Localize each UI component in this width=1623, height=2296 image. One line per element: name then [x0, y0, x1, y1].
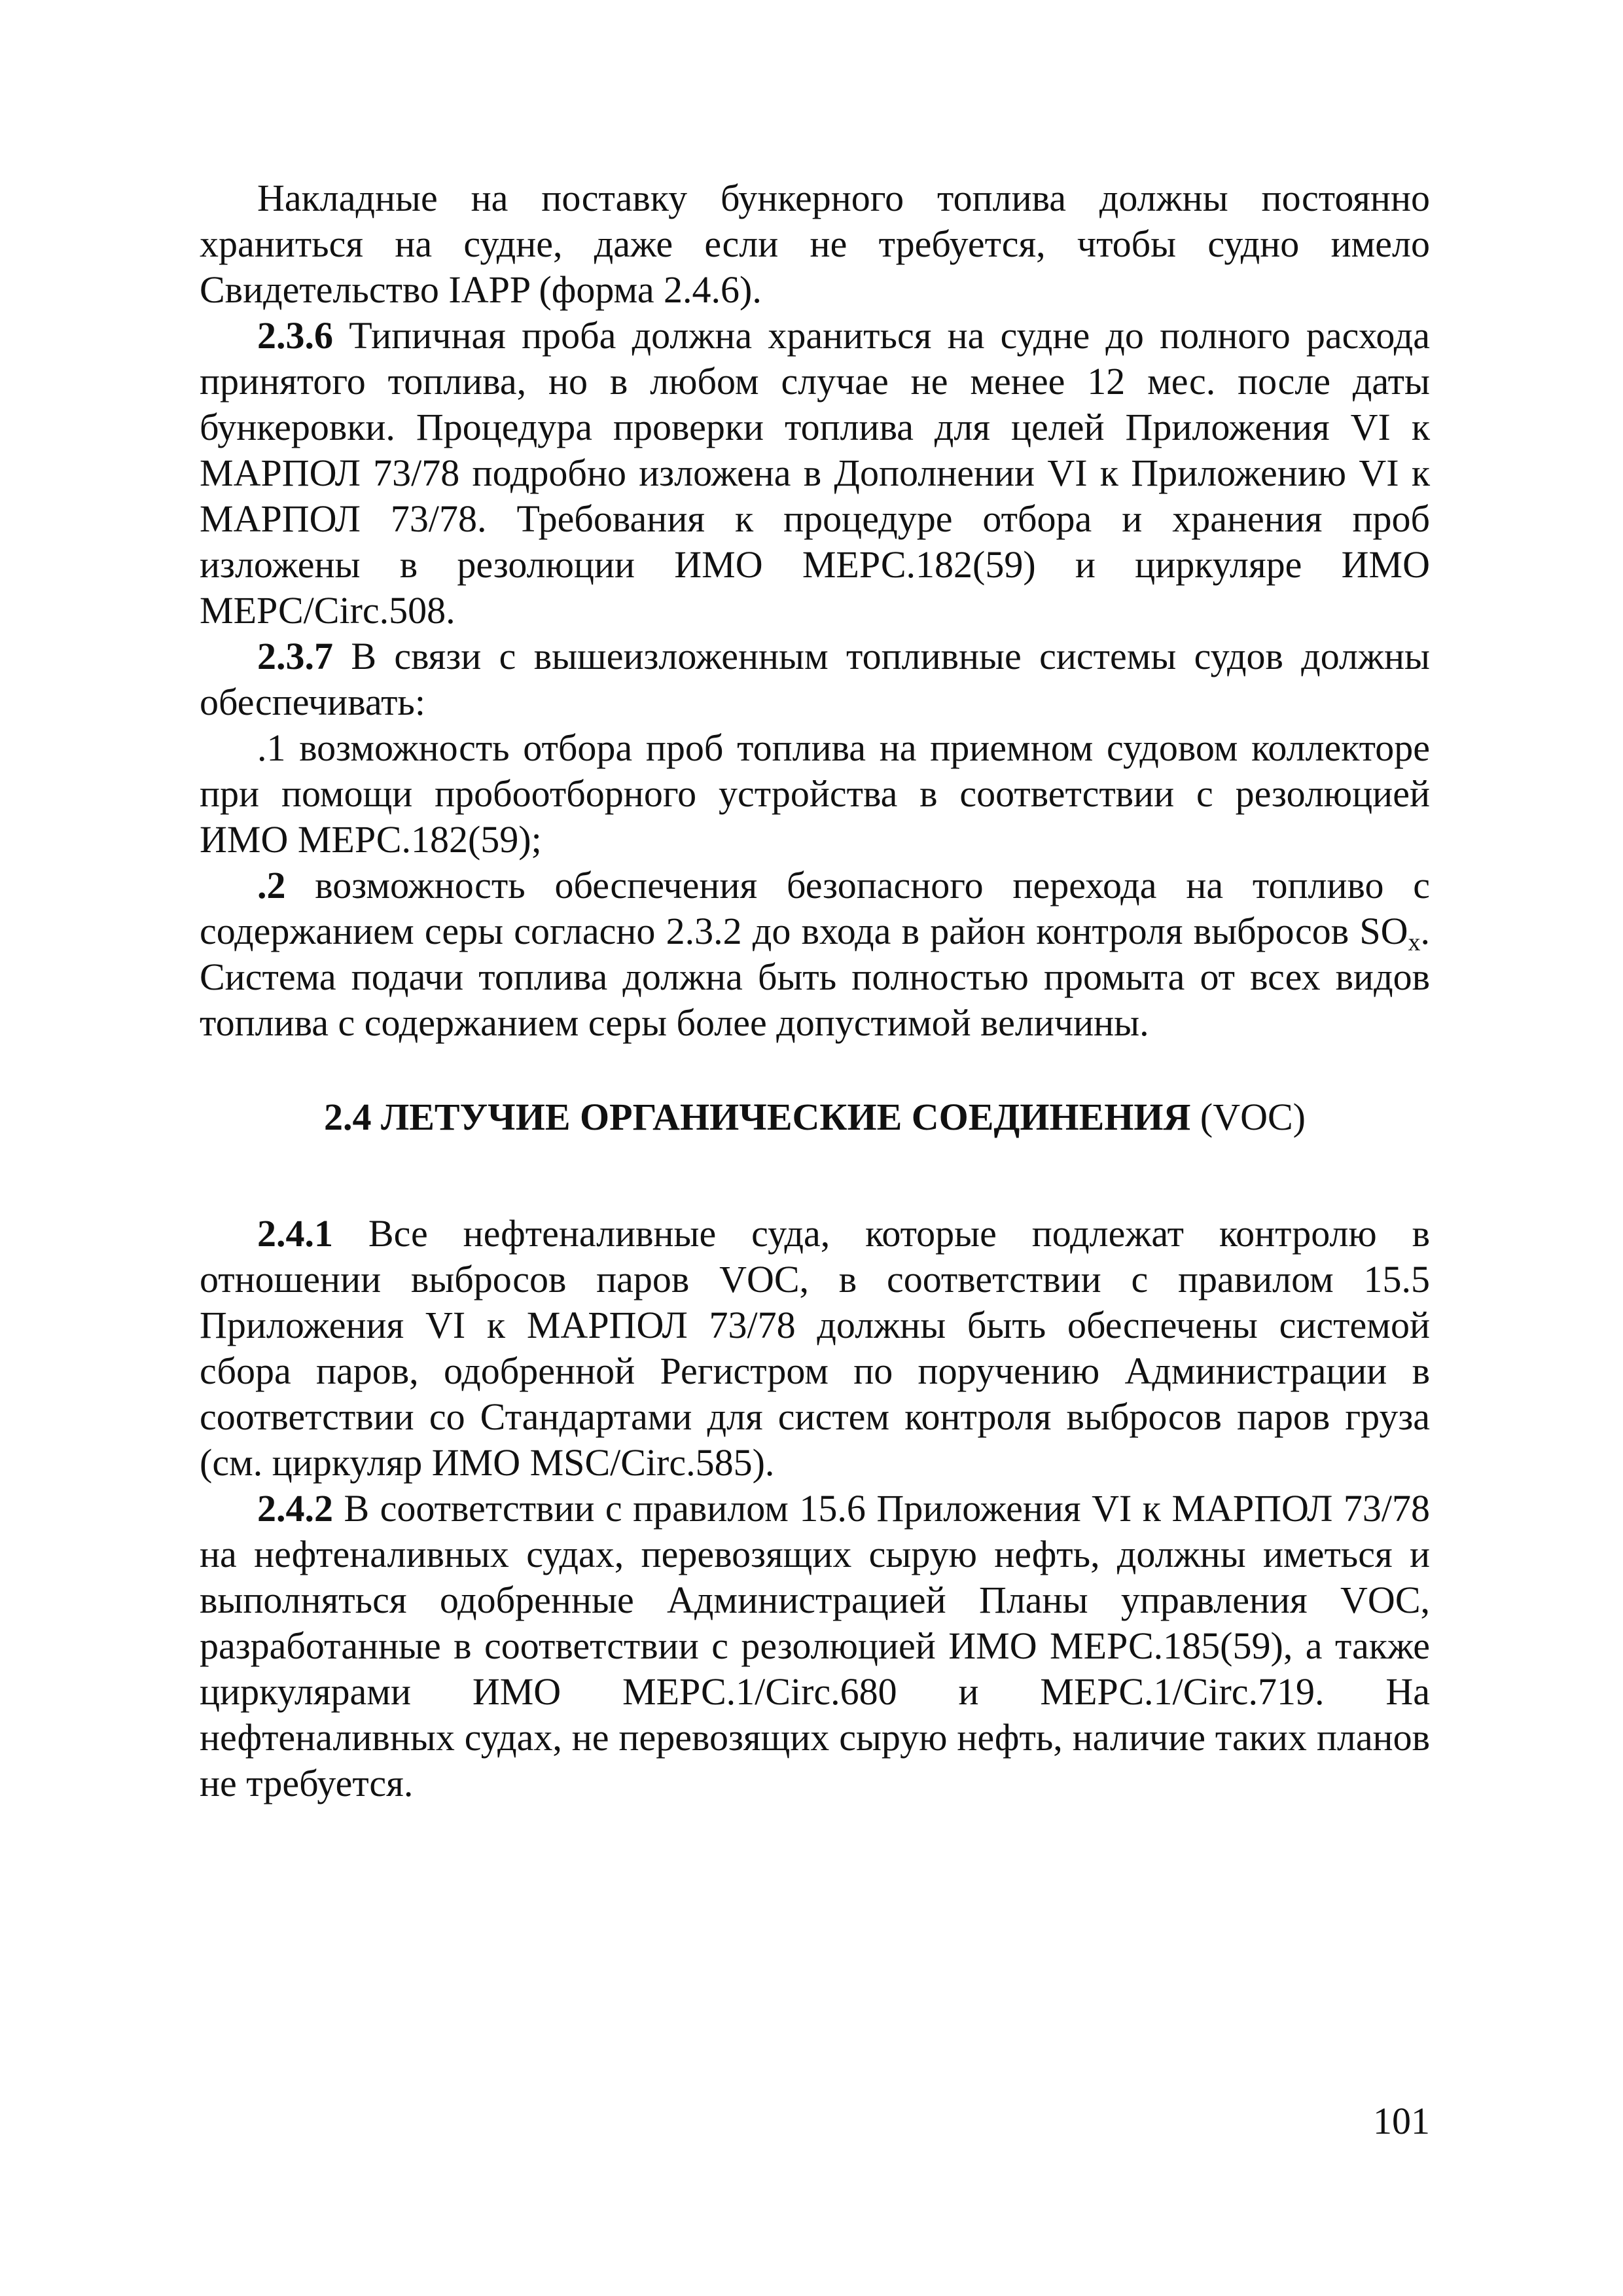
paragraph-text: В связи с вышеизложенным топливные системы судов должны обеспечивать: [200, 635, 1430, 723]
subscript-x: x [1408, 929, 1421, 956]
page-number: 101 [1373, 2100, 1430, 2142]
paragraph-text: Все нефтеналивные суда, которые подлежат контролю в отношении выбросов паров VOC, в соответствии с правилом 15.5 Приложения VI к МАРПОЛ 73/78 должны быть обеспечены системой сбора паров, одобренной Регистром по поручению Администрации в соответствии со Стандартами для систем контроля выбросов паров груза (см. циркуляр ИМО MSC/Circ.585). [200, 1212, 1430, 1484]
list-item-text: возможность отбора проб топлива на приемном судовом коллекторе при помощи пробоотборного устройства в соответствии с резолюцией ИМО МЕРС.182(59); [200, 726, 1430, 861]
section-heading [200, 1094, 1430, 1140]
paragraph-2-3-7 [200, 634, 1430, 725]
section-heading-abbrev: (VOC) [1200, 1096, 1306, 1138]
list-item-text-continued: . Система подачи топлива должна быть полностью промыта от всех видов топлива с содержанием серы более допустимой величины. [200, 910, 1430, 1044]
paragraph-number: 2.4.1 [257, 1212, 333, 1255]
section-heading-title: 2.4 ЛЕТУЧИЕ ОРГАНИЧЕСКИЕ СОЕДИНЕНИЯ [324, 1096, 1200, 1138]
paragraph-number: 2.3.7 [257, 635, 333, 677]
paragraph-text: В соответствии с правилом 15.6 Приложения VI к МАРПОЛ 73/78 на нефтеналивных судах, перевозящих сырую нефть, должны иметься и выполняться одобренные Администрацией Планы управления VOC, разработанные в соответствии с резолюцией ИМО МЕРС.185(59), а также циркулярами ИМО МЕРС.1/Circ.680 и МЕРС.1/Circ.719. На нефтеналивных судах, не перевозящих сырую нефть, наличие таких планов не требуется. [200, 1487, 1430, 1804]
paragraph-2-4-2 [200, 1486, 1430, 1806]
list-item-2 [200, 863, 1430, 1046]
paragraph-number: 2.4.2 [257, 1487, 333, 1530]
text-block-bottom [200, 1211, 1430, 1806]
paragraph-text: Типичная проба должна храниться на судне до полного расхода принятого топлива, но в любом случае не менее 12 мес. после даты бункеровки. Процедура проверки топлива для целей Приложения VI к МАРПОЛ 73/78 подробно изложена в Дополнении VI к Приложению VI к МАРПОЛ 73/78. Требования к процедуре отбора и хранения проб изложены в резолюции ИМО МЕРС.182(59) и циркуляре ИМО МЕРС/Circ.508. [200, 314, 1430, 632]
text-block-top [200, 175, 1430, 1046]
list-item-text: возможность обеспечения безопасного перехода на топливо с содержанием серы согласно 2.3.2 до входа в район контроля выбросов SO [200, 864, 1430, 952]
paragraph-text: Накладные на поставку бункерного топлива должны постоянно храниться на судне, даже если не требуется, чтобы судно имело Свидетельство IAPP (форма 2.4.6). [200, 177, 1430, 311]
paragraph-number: 2.3.6 [257, 314, 333, 357]
paragraph-bunker-notes [200, 175, 1430, 313]
paragraph-2-3-6 [200, 313, 1430, 634]
paragraph-2-4-1 [200, 1211, 1430, 1486]
list-item-number: .2 [257, 864, 286, 906]
list-item-1 [200, 725, 1430, 863]
list-item-number: .1 [257, 726, 286, 769]
